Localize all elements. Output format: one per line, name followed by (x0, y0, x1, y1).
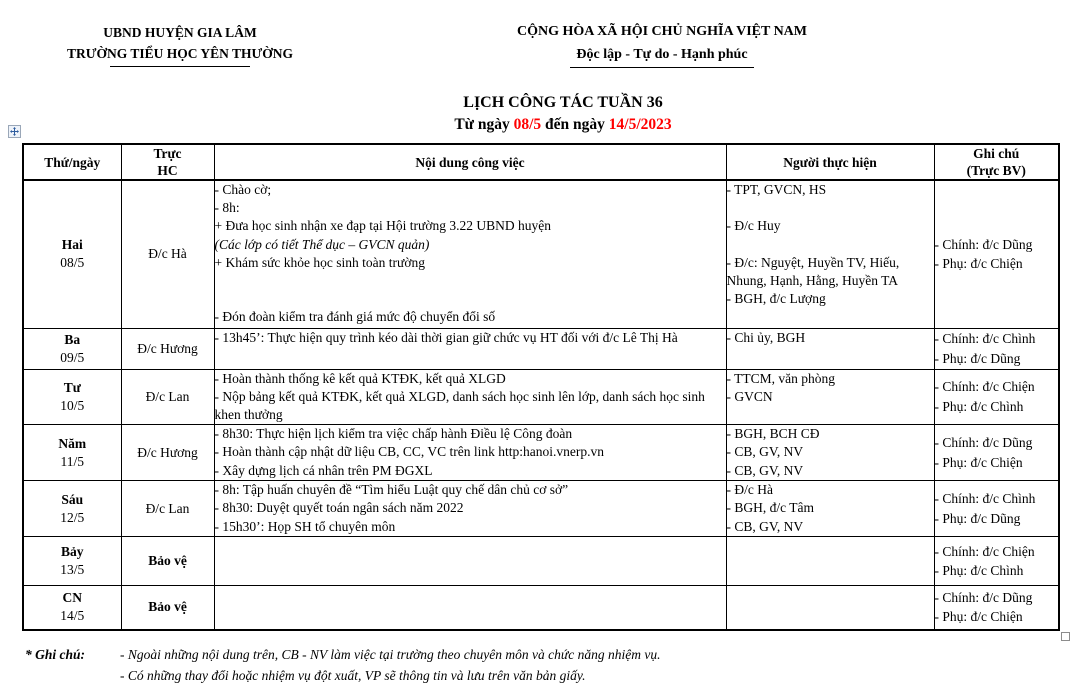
table-row-thursday (23, 425, 1059, 481)
day-cell (23, 328, 121, 369)
duty-cell: Đ/c Lan (121, 481, 214, 537)
day-date: 13/5 (60, 562, 85, 578)
col-header-people: Người thực hiện (726, 144, 934, 180)
task-line: - Chào cờ; (214, 182, 272, 197)
note-line: - Phụ: đ/c Chình (934, 398, 1024, 414)
table-row-tuesday (23, 328, 1059, 369)
day-date: 08/5 (60, 255, 85, 271)
day-cell (23, 180, 121, 328)
table-resize-handle-icon[interactable] (1061, 632, 1070, 641)
day-name: CN (62, 590, 82, 606)
day-name: Hai (61, 237, 83, 253)
day-date: 12/5 (60, 509, 85, 525)
task-line (215, 290, 726, 308)
task-line: - 8h: Tập huấn chuyên đề “Tìm hiểu Luật quy chế dân chủ cơ sở” (214, 482, 569, 498)
task-line-italic: (Các lớp có tiết Thể dục – GVCN quản) (214, 236, 430, 252)
col-header-note-line1: Ghi chú (973, 146, 1020, 161)
table-row-saturday (23, 537, 1059, 586)
person-line: - TTCM, văn phòng (726, 370, 835, 386)
col-header-note-line2: (Trực BV) (966, 163, 1026, 178)
task-line (215, 272, 726, 290)
note-line: - Chính: đ/c Chình (934, 491, 1036, 507)
org-header (35, 22, 325, 67)
tasks-cell (214, 180, 726, 328)
notes-cell (934, 586, 1059, 630)
people-cell (726, 328, 934, 369)
table-row-sunday (23, 586, 1059, 630)
day-date: 09/5 (60, 349, 85, 365)
table-move-handle-icon[interactable] (8, 125, 21, 138)
person-line: - BGH, BCH CĐ (726, 426, 820, 442)
tasks-cell (214, 586, 726, 630)
col-header-note (934, 144, 1059, 180)
task-line: - 15h30’: Họp SH tổ chuyên môn (214, 518, 396, 534)
notes-cell (934, 481, 1059, 537)
date-range-subtitle (46, 113, 1080, 136)
note-line: - Phụ: đ/c Chiện (934, 609, 1023, 625)
task-line: - Nộp bảng kết quả KTĐK, kết quả XLGD, danh sách học sinh lên lớp, danh sách học sinh khen thưởng (214, 388, 705, 422)
note-line: - Chính: đ/c Dũng (934, 236, 1033, 252)
national-header (467, 20, 857, 68)
schedule-table (22, 143, 1060, 631)
note-line: - Phụ: đ/c Chình (934, 563, 1024, 579)
subtitle-middle: đến ngày (541, 116, 609, 133)
people-cell (726, 180, 934, 328)
org-name: UBND HUYỆN GIA LÂM (103, 25, 257, 40)
day-cell (23, 481, 121, 537)
day-date: 11/5 (60, 453, 84, 469)
col-header-duty-line1: Trực (153, 146, 182, 161)
person-line (727, 199, 934, 217)
footnote-label: * Ghi chú: (25, 647, 86, 662)
date-to: 14/5/2023 (608, 116, 672, 133)
table-row-friday (23, 481, 1059, 537)
footnote-line: - Ngoài những nội dung trên, CB - NV làm việc tại trường theo chuyên môn và chức năng nhiệm vụ. (120, 647, 661, 662)
duty-cell: Đ/c Hương (121, 425, 214, 481)
day-name: Bảy (60, 544, 84, 560)
notes-cell (934, 328, 1059, 369)
note-line: - Phụ: đ/c Chiện (934, 256, 1023, 272)
note-line: - Phụ: đ/c Dũng (934, 510, 1021, 526)
header-underline (110, 66, 250, 67)
national-motto-line1: CỘNG HÒA XÃ HỘI CHỦ NGHĨA VIỆT NAM (516, 24, 807, 39)
person-line: - CB, GV, NV (726, 462, 804, 478)
note-line: - Chính: đ/c Dũng (934, 589, 1033, 605)
duty-cell: Đ/c Lan (121, 369, 214, 425)
table-header-row (23, 144, 1059, 180)
day-name: Ba (64, 331, 81, 347)
day-date: 10/5 (60, 397, 85, 413)
task-line: - Hoàn thành cập nhật dữ liệu CB, CC, VC trên link http:hanoi.vnerp.vn (214, 444, 605, 460)
person-line (727, 236, 934, 254)
notes-cell (934, 425, 1059, 481)
task-line: - Xây dựng lịch cá nhân trên PM ĐGXL (214, 462, 433, 478)
document-title-block (46, 92, 1080, 136)
task-line: - 8h30: Thực hiện lịch kiểm tra việc chấp hành Điều lệ Công đoàn (214, 426, 573, 442)
tasks-cell (214, 425, 726, 481)
four-arrows-icon (10, 127, 19, 136)
note-line: - Phụ: đ/c Chiện (934, 454, 1023, 470)
person-line: - Đ/c Hà (726, 482, 773, 498)
person-line: - CB, GV, NV (726, 518, 804, 534)
footnote-lines (120, 644, 660, 686)
date-from: 08/5 (513, 116, 542, 133)
table-row-wednesday (23, 369, 1059, 425)
school-name: TRƯỜNG TIỂU HỌC YÊN THƯỜNG (66, 46, 294, 61)
people-cell (726, 537, 934, 586)
person-line: - Đ/c Huy (726, 218, 781, 234)
table-row-monday (23, 180, 1059, 328)
notes-cell (934, 537, 1059, 586)
col-header-day: Thứ/ngày (23, 144, 121, 180)
col-header-content: Nội dung công việc (214, 144, 726, 180)
national-motto-line2: Độc lập - Tự do - Hạnh phúc (467, 43, 857, 68)
task-line: - Hoàn thành thống kê kết quả KTĐK, kết quả XLGD (214, 370, 506, 386)
note-line: - Chính: đ/c Dũng (934, 435, 1033, 451)
person-line: - Chi ủy, BGH (726, 329, 806, 345)
task-line: - Đón đoàn kiểm tra đánh giá mức độ chuyển đổi số (214, 309, 496, 325)
task-line: + Khám sức khỏe học sinh toàn trường (214, 254, 425, 270)
tasks-cell (214, 369, 726, 425)
day-name: Sáu (61, 491, 84, 507)
person-line: - TPT, GVCN, HS (726, 182, 827, 197)
people-cell (726, 481, 934, 537)
person-line: - BGH, đ/c Lượng (726, 291, 826, 307)
person-line: - Đ/c: Nguyệt, Huyền TV, Hiếu, Nhung, Hạnh, Hằng, Huyền TA (726, 254, 900, 288)
task-line: + Đưa học sinh nhận xe đạp tại Hội trường 3.22 UBND huyện (214, 218, 551, 234)
day-cell (23, 369, 121, 425)
subtitle-prefix: Từ ngày (454, 116, 514, 133)
people-cell (726, 369, 934, 425)
tasks-cell (214, 328, 726, 369)
day-name: Năm (58, 435, 87, 451)
footnote-block (25, 644, 660, 686)
person-line: - CB, GV, NV (726, 444, 804, 460)
day-name: Tư (63, 379, 81, 395)
tasks-cell (214, 537, 726, 586)
task-line: - 13h45’: Thực hiện quy trình kéo dài thời gian giữ chức vụ HT đối với đ/c Lê Thị Hà (214, 329, 678, 345)
day-date: 14/5 (60, 608, 85, 624)
people-cell (726, 425, 934, 481)
duty-cell: Đ/c Hà (121, 180, 214, 328)
task-line: - 8h30: Duyệt quyết toán ngân sách năm 2022 (214, 500, 464, 516)
col-header-duty-line2: HC (157, 163, 178, 178)
note-line: - Chính: đ/c Chình (934, 331, 1036, 346)
day-cell (23, 425, 121, 481)
page-title: LỊCH CÔNG TÁC TUẦN 36 (463, 94, 663, 111)
day-cell (23, 586, 121, 630)
footnote-line: - Có những thay đổi hoặc nhiệm vụ đột xuất, VP sẽ thông tin và lưu trên văn bản giấy. (120, 668, 586, 683)
notes-cell (934, 180, 1059, 328)
person-line: - BGH, đ/c Tâm (726, 500, 814, 516)
person-line: - GVCN (726, 388, 773, 404)
duty-cell: Bảo vệ (121, 586, 214, 630)
task-line: - 8h: (214, 200, 240, 216)
day-cell (23, 537, 121, 586)
duty-cell: Bảo vệ (121, 537, 214, 586)
duty-cell: Đ/c Hương (121, 328, 214, 369)
note-line: - Chính: đ/c Chiện (934, 543, 1035, 559)
people-cell (726, 586, 934, 630)
col-header-duty (121, 144, 214, 180)
notes-cell (934, 369, 1059, 425)
note-line: - Chính: đ/c Chiện (934, 379, 1035, 395)
tasks-cell (214, 481, 726, 537)
note-line: - Phụ: đ/c Dũng (934, 350, 1021, 366)
